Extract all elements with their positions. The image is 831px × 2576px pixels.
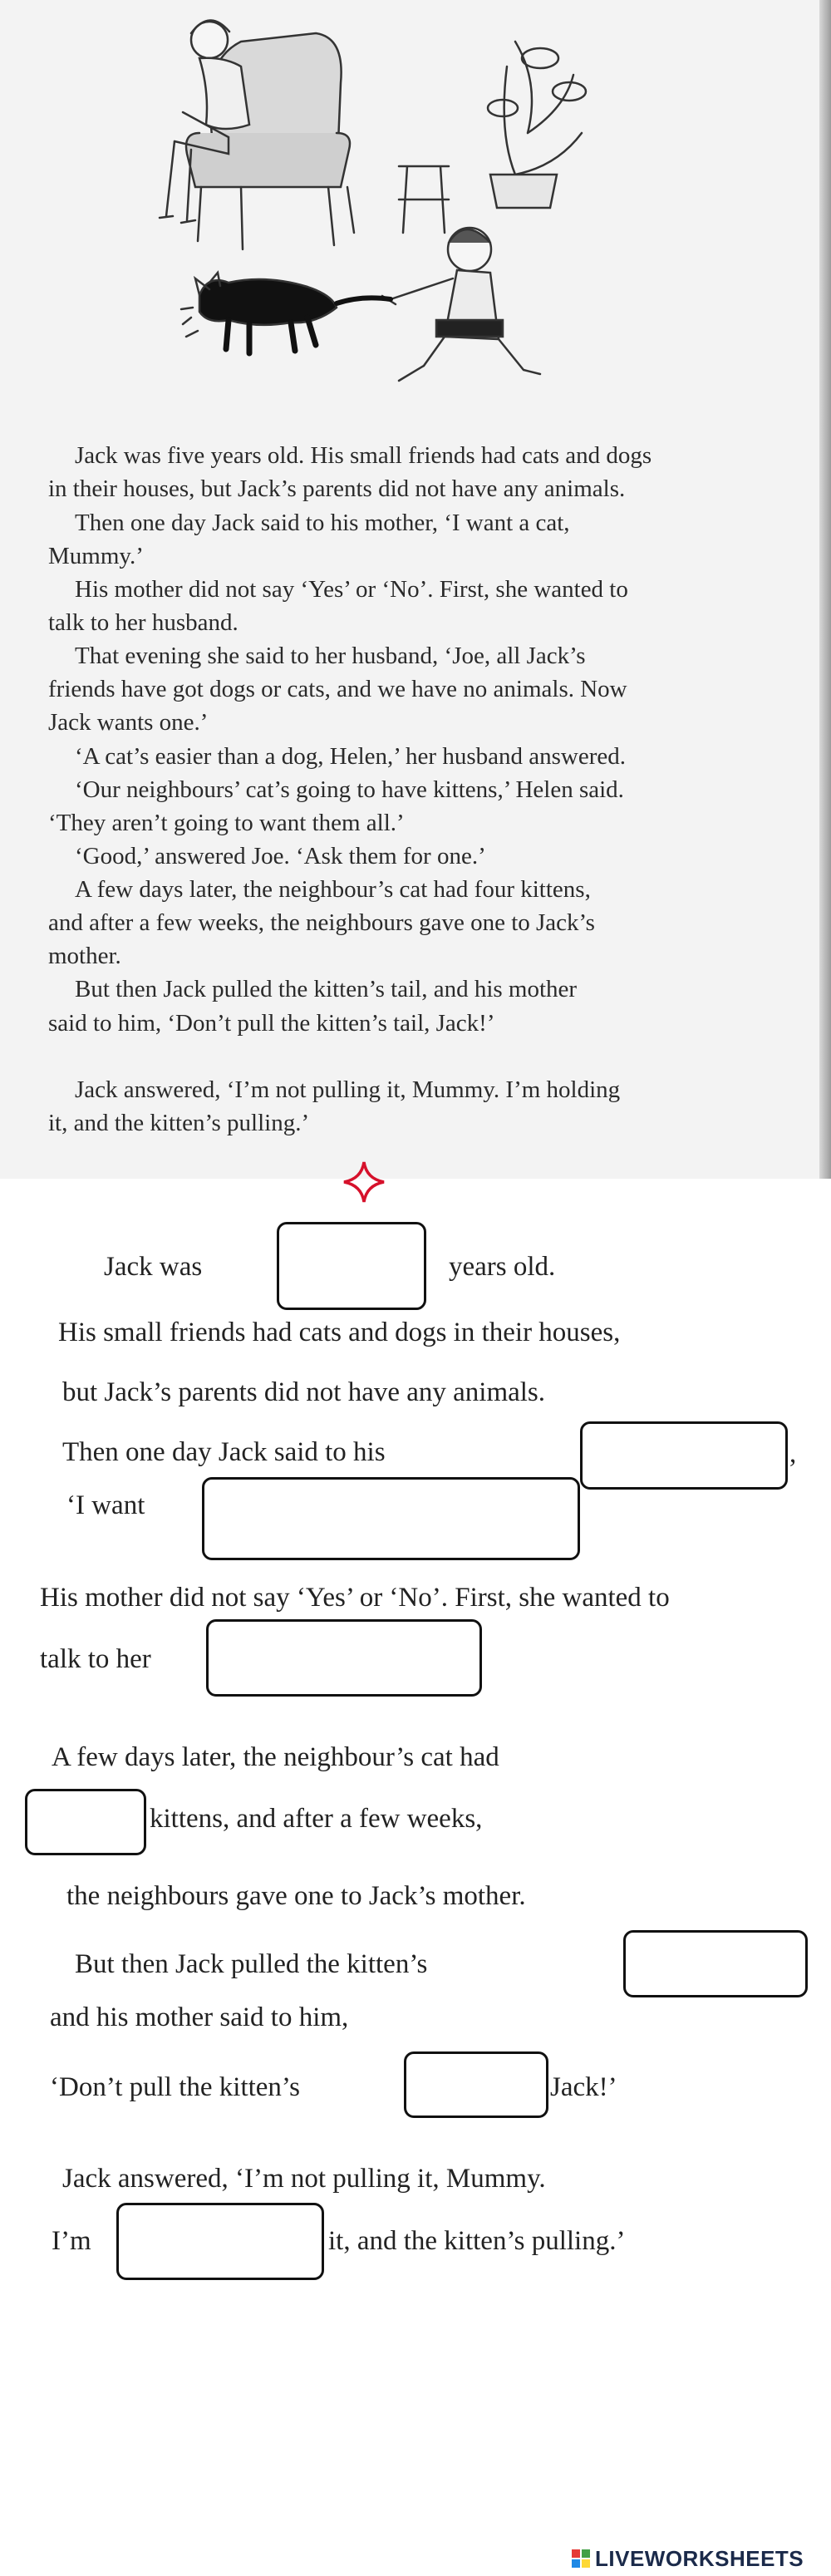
liveworksheets-logo-icon: [572, 2549, 590, 2568]
star-divider-icon: [341, 1159, 387, 1205]
worksheet-text: I’m: [52, 2226, 91, 2256]
answer-box-7[interactable]: [404, 2051, 548, 2118]
story-line: ‘They aren’t going to want them all.’: [48, 810, 405, 836]
story-line: ‘A cat’s easier than a dog, Helen,’ her husband answered.: [75, 743, 626, 770]
worksheet-text: A few days later, the neighbour’s cat had: [52, 1742, 499, 1772]
worksheet-text: Jack was: [104, 1252, 203, 1282]
answer-box-2[interactable]: [580, 1421, 788, 1490]
story-line: Mummy.’: [48, 543, 144, 569]
story-line: in their houses, but Jack’s parents did not have any animals.: [48, 475, 626, 502]
worksheet-text: it, and the kitten’s pulling.’: [328, 2226, 626, 2256]
story-text: [0, 0, 831, 1179]
worksheet-text: ,: [789, 1439, 797, 1469]
worksheet-text: Jack!’: [550, 2072, 617, 2102]
story-line: Then one day Jack said to his mother, ‘I want a cat,: [75, 510, 570, 536]
worksheet-text: ‘I want: [66, 1490, 145, 1520]
story-line: talk to her husband.: [48, 609, 238, 636]
worksheet-text: His small friends had cats and dogs in their houses,: [58, 1318, 621, 1347]
answer-box-6[interactable]: [623, 1930, 808, 1997]
worksheet-text: kittens, and after a few weeks,: [150, 1804, 483, 1834]
worksheet-text: Jack answered, ‘I’m not pulling it, Mummy.: [62, 2164, 546, 2194]
worksheet-text: Then one day Jack said to his: [62, 1437, 386, 1467]
story-line: said to him, ‘Don’t pull the kitten’s tail, Jack!’: [48, 1010, 495, 1037]
story-line: Jack answered, ‘I’m not pulling it, Mummy. I’m holding: [75, 1076, 621, 1103]
answer-box-5[interactable]: [25, 1789, 146, 1855]
worksheet-text: but Jack’s parents did not have any animals.: [62, 1377, 546, 1407]
story-line: His mother did not say ‘Yes’ or ‘No’. First, she wanted to: [75, 576, 628, 603]
worksheet-text: talk to her: [40, 1644, 151, 1674]
story-line: Jack was five years old. His small friends had cats and dogs: [75, 442, 652, 469]
liveworksheets-logo: [572, 2542, 804, 2575]
worksheet-text: and his mother said to him,: [50, 2002, 349, 2032]
story-line: Jack wants one.’: [48, 709, 209, 736]
story-line: ‘Our neighbours’ cat’s going to have kittens,’ Helen said.: [75, 776, 624, 803]
story-line: ‘Good,’ answered Joe. ‘Ask them for one.’: [75, 843, 486, 869]
story-line: and after a few weeks, the neighbours gave one to Jack’s: [48, 909, 595, 936]
story-line: mother.: [48, 943, 121, 969]
worksheet-text: But then Jack pulled the kitten’s: [75, 1949, 428, 1979]
answer-box-4[interactable]: [206, 1619, 482, 1697]
worksheet-text: years old.: [449, 1252, 556, 1282]
answer-box-8[interactable]: [116, 2203, 324, 2280]
story-line: friends have got dogs or cats, and we have no animals. Now: [48, 676, 627, 702]
story-line: That evening she said to her husband, ‘Joe, all Jack’s: [75, 643, 586, 669]
worksheet-text: His mother did not say ‘Yes’ or ‘No’. First, she wanted to: [40, 1583, 670, 1613]
worksheet-text: ‘Don’t pull the kitten’s: [50, 2072, 300, 2102]
worksheet-text: the neighbours gave one to Jack’s mother.: [66, 1881, 526, 1911]
brand-name: LIVEWORKSHEETS: [595, 2545, 804, 2571]
story-line: A few days later, the neighbour’s cat had four kittens,: [75, 876, 591, 903]
story-line: it, and the kitten’s pulling.’: [48, 1110, 310, 1136]
answer-box-1[interactable]: [277, 1222, 426, 1310]
answer-box-3[interactable]: [202, 1477, 580, 1560]
story-line: But then Jack pulled the kitten’s tail, and his mother: [75, 976, 578, 1002]
